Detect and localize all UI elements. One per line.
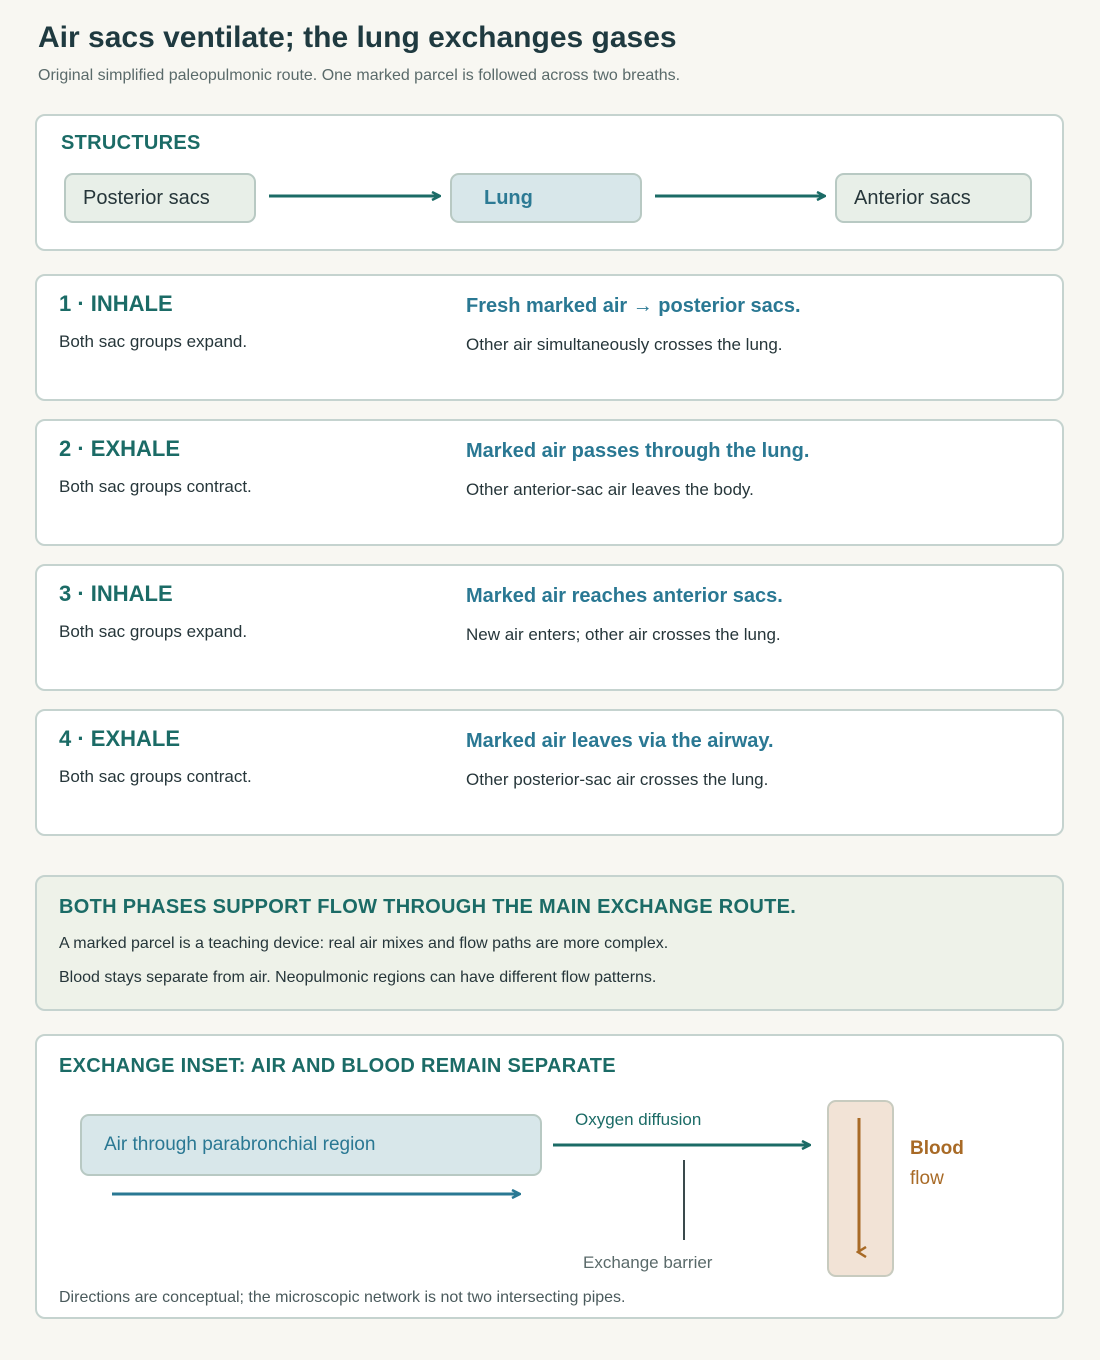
step-detail: Other air simultaneously crosses the lung. bbox=[466, 335, 783, 354]
summary-panel bbox=[35, 875, 1064, 1011]
summary-heading: BOTH PHASES SUPPORT FLOW THROUGH THE MAIN EXCHANGE ROUTE. bbox=[59, 896, 797, 918]
step-detail: Other posterior-sac air crosses the lung. bbox=[466, 770, 769, 789]
step-label: 3 · INHALE bbox=[59, 581, 173, 606]
structures-panel bbox=[35, 114, 1064, 251]
step-description: Both sac groups expand. bbox=[59, 332, 248, 351]
inset-arrows bbox=[37, 1036, 1062, 1317]
blood-label: Blood bbox=[910, 1138, 964, 1159]
step-detail: Other anterior-sac air leaves the body. bbox=[466, 480, 754, 499]
step-description: Both sac groups contract. bbox=[59, 767, 252, 786]
inset-footnote: Directions are conceptual; the microscopic network is not two intersecting pipes. bbox=[59, 1289, 626, 1306]
blood-flow-label: flow bbox=[910, 1168, 944, 1189]
step-headline: Marked air passes through the lung. bbox=[466, 440, 810, 462]
page-title: Air sacs ventilate; the lung exchanges gases bbox=[38, 21, 677, 54]
step-detail: New air enters; other air crosses the lung. bbox=[466, 625, 781, 644]
exchange-barrier-label: Exchange barrier bbox=[583, 1253, 713, 1272]
step-label: 4 · EXHALE bbox=[59, 726, 181, 751]
step-panel-1 bbox=[35, 274, 1064, 401]
step-description: Both sac groups contract. bbox=[59, 477, 252, 496]
step-panel-4 bbox=[35, 709, 1064, 836]
summary-line-1: A marked parcel is a teaching device: real air mixes and flow paths are more complex. bbox=[59, 935, 669, 952]
structures-heading: STRUCTURES bbox=[61, 132, 201, 154]
step-headline: Fresh marked air → posterior sacs. bbox=[466, 295, 801, 317]
node-lung: Lung bbox=[450, 173, 642, 223]
node-posterior-sacs: Posterior sacs bbox=[64, 173, 256, 223]
step-label: 1 · INHALE bbox=[59, 291, 173, 316]
summary-line-2: Blood stays separate from air. Neopulmonic regions can have different flow patterns. bbox=[59, 969, 657, 986]
step-headline: Marked air reaches anterior sacs. bbox=[466, 585, 783, 607]
oxygen-diffusion-label: Oxygen diffusion bbox=[575, 1110, 702, 1129]
structures-arrows bbox=[37, 116, 1062, 249]
page-subtitle: Original simplified paleopulmonic route. One marked parcel is followed across two breaths. bbox=[38, 67, 681, 84]
air-region-box: Air through parabronchial region bbox=[80, 1114, 542, 1176]
step-panel-2 bbox=[35, 419, 1064, 546]
step-panel-3 bbox=[35, 564, 1064, 691]
step-label: 2 · EXHALE bbox=[59, 436, 181, 461]
node-anterior-sacs: Anterior sacs bbox=[835, 173, 1032, 223]
step-description: Both sac groups expand. bbox=[59, 622, 248, 641]
exchange-inset-panel bbox=[35, 1034, 1064, 1319]
inset-heading: EXCHANGE INSET: AIR AND BLOOD REMAIN SEPARATE bbox=[59, 1055, 616, 1077]
step-headline: Marked air leaves via the airway. bbox=[466, 730, 774, 752]
